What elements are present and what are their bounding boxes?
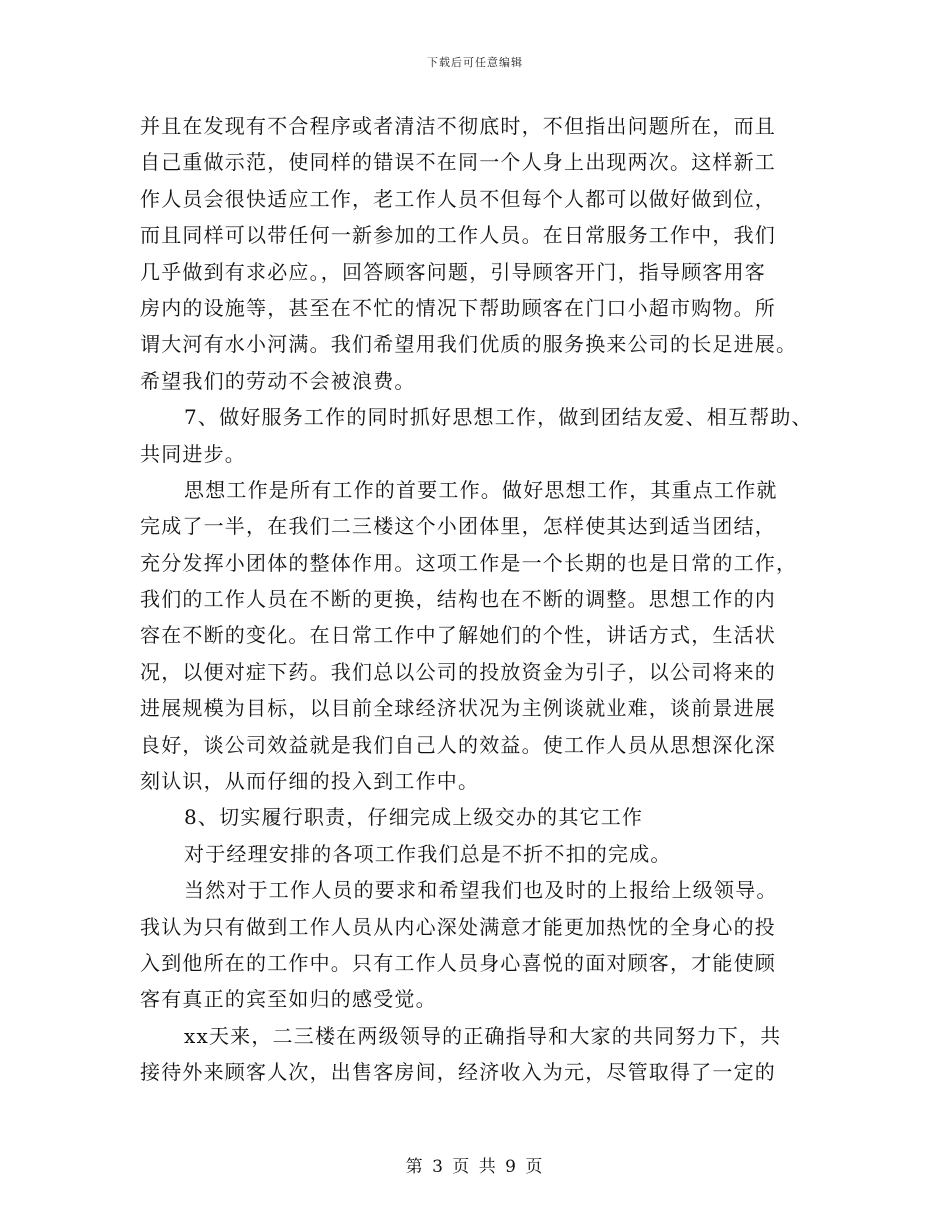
text-line: 完成了一半，在我们二三楼这个小团体里，怎样使其达到适当团结， — [140, 514, 776, 539]
page-header: 下载后可任意编辑 — [427, 56, 523, 69]
text-line: 希望我们的劳动不会被浪费。 — [140, 368, 416, 393]
text-line: xx天来，二三楼在两级领导的正确指导和大家的共同努力下，共 — [184, 1023, 782, 1048]
text-line: 容在不断的变化。在日常工作中了解她们的个性，讲话方式，生活状 — [140, 623, 776, 648]
text-line: 房内的设施等，甚至在不忙的情况下帮助顾客在门口小超市购物。所 — [140, 295, 776, 320]
text-line: 进展规模为目标，以目前全球经济状况为主例谈就业难，谈前景进展 — [140, 696, 776, 721]
text-line: 思想工作是所有工作的首要工作。做好思想工作，其重点工作就 — [184, 477, 778, 502]
text-line: 入到他所在的工作中。只有工作人员身心喜悦的面对顾客，才能使顾 — [140, 950, 776, 975]
text-line: 充分发挥小团体的整体作用。这项工作是一个长期的也是日常的工作， — [140, 550, 798, 575]
text-line: 对于经理安排的各项工作我们总是不折不扣的完成。 — [184, 841, 672, 866]
text-line: 谓大河有水小河满。我们希望用我们优质的服务换来公司的长足进展。 — [140, 332, 798, 357]
document-body — [140, 108, 820, 1091]
text-line: 良好，谈公司效益就是我们自己人的效益。使工作人员从思想深化深 — [140, 732, 776, 757]
text-line: 共同进步。 — [140, 441, 246, 466]
text-line: 而且同样可以带任何一新参加的工作人员。在日常服务工作中，我们 — [140, 223, 776, 248]
text-line: 况，以便对症下药。我们总以公司的投放资金为引子，以公司将来的 — [140, 659, 776, 684]
text-line: 作人员会很快适应工作，老工作人员不但每个人都可以做好做到位， — [140, 186, 776, 211]
text-line: 当然对于工作人员的要求和希望我们也及时的上报给上级领导。 — [184, 878, 778, 903]
text-line: 接待外来顾客人次，出售客房间，经济收入为元，尽管取得了一定的 — [140, 1060, 776, 1085]
text-line: 并且在发现有不合程序或者清洁不彻底时，不但指出问题所在，而且 — [140, 114, 776, 138]
text-line: 7、做好服务工作的同时抓好思想工作，做到团结友爱、相互帮助、 — [184, 405, 813, 430]
text-line: 我认为只有做到工作人员从内心深处满意才能更加热忱的全身心的投 — [140, 914, 776, 939]
text-line: 客有真正的宾至如归的感受觉。 — [140, 987, 437, 1012]
text-line: 我们的工作人员在不断的更换，结构也在不断的调整。思想工作的内 — [140, 587, 776, 612]
text-line: 8、切实履行职责，仔细完成上级交办的其它工作 — [184, 805, 644, 830]
text-line: 刻认识，从而仔细的投入到工作中。 — [140, 769, 480, 794]
text-line: 自己重做示范，使同样的错误不在同一个人身上出现两次。这样新工 — [140, 150, 776, 175]
text-line: 几乎做到有求必应。，回答顾客问题，引导顾客开门，指导顾客用客 — [140, 259, 766, 284]
page-footer: 第 3 页 共 9 页 — [405, 1157, 545, 1177]
